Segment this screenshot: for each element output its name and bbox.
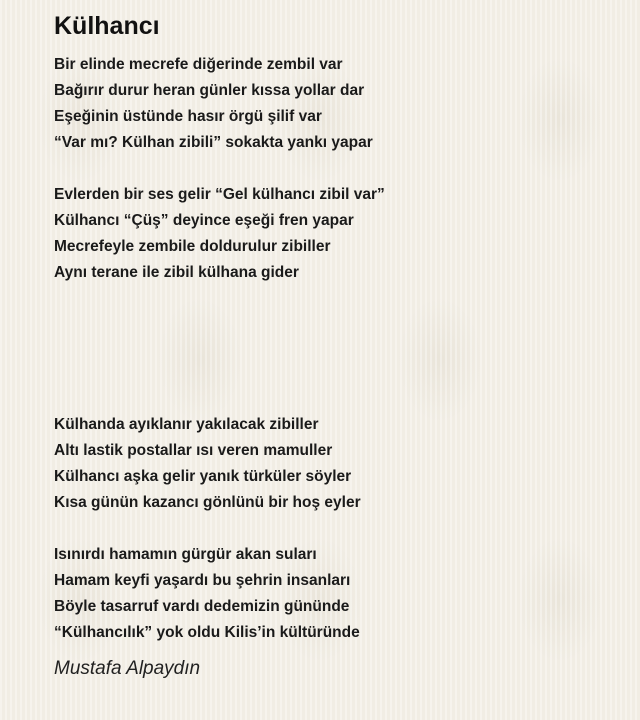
poem-line: Bir elinde mecrefe diğerinde zembil var (54, 56, 343, 73)
stanza-4 (54, 542, 614, 646)
poem (54, 10, 614, 682)
stanza-3 (54, 412, 614, 516)
poem-line: Mecrefeyle zembile doldurulur zibiller (54, 238, 331, 255)
stanza-spacer (54, 156, 614, 182)
poem-line: Külhanda ayıklanır yakılacak zibiller (54, 416, 319, 433)
poem-title: Külhancı (54, 12, 160, 40)
poem-line: Altı lastik postallar ısı veren mamuller (54, 442, 333, 459)
stanza-spacer (54, 286, 614, 412)
poem-line: “Külhancılık” yok oldu Kilis’in kültüründe (54, 624, 360, 641)
poem-line: Eşeğinin üstünde hasır örgü şilif var (54, 108, 322, 125)
poem-line: Böyle tasarruf vardı dedemizin gününde (54, 598, 350, 615)
stanza-1 (54, 52, 614, 156)
poem-line: Bağırır durur heran günler kıssa yollar dar (54, 82, 365, 99)
poem-line: Aynı terane ile zibil külhana gider (54, 264, 299, 281)
poem-line: Külhancı “Çüş” deyince eşeği fren yapar (54, 212, 354, 229)
poem-line: Hamam keyfi yaşardı bu şehrin insanları (54, 572, 351, 589)
poem-line: Isınırdı hamamın gürgür akan suları (54, 546, 317, 563)
poem-author: Mustafa Alpaydın (54, 658, 201, 679)
poem-line: Kısa günün kazancı gönlünü bir hoş eyler (54, 494, 361, 511)
stanza-2 (54, 182, 614, 286)
poem-line: Külhancı aşka gelir yanık türküler söyler (54, 468, 352, 485)
stanza-spacer (54, 516, 614, 542)
poem-line: Evlerden bir ses gelir “Gel külhancı zibil var” (54, 186, 385, 203)
poem-line: “Var mı? Külhan zibili” sokakta yankı yapar (54, 134, 373, 151)
